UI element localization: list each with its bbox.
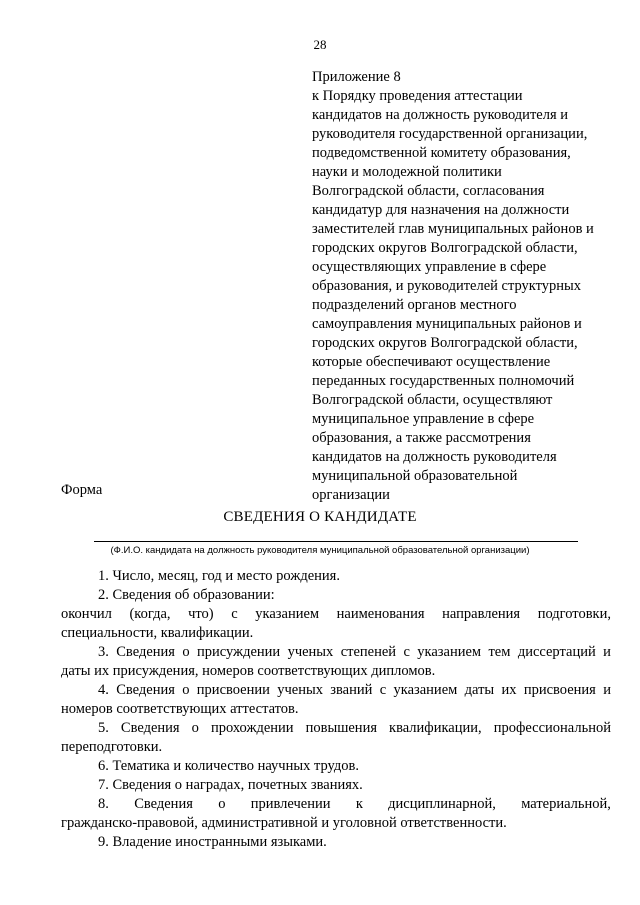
list-item: 2. Сведения об образовании: [98, 587, 275, 603]
appendix-line: кандидатур для назначения на должности [312, 202, 570, 218]
word: 8. [98, 796, 109, 812]
appendix-line: образования, а также рассмотрения [312, 430, 531, 446]
list-item: 9. Владение иностранными языками. [98, 834, 327, 850]
word: указанием [255, 606, 320, 622]
word: присуждении [196, 644, 281, 660]
word: даты [464, 682, 495, 698]
appendix-line: подведомственной комитету образования, [312, 145, 571, 161]
appendix-line: Волгоградской области, согласования [312, 183, 545, 199]
list-item: 1. Число, месяц, год и место рождения. [98, 568, 340, 584]
word: к [355, 796, 363, 812]
word: подготовки, [537, 606, 611, 622]
word: 3. [98, 644, 109, 660]
appendix-line: кандидатов на должность руководителя [312, 449, 557, 465]
appendix-line: руководителя государственной организации, [312, 126, 588, 142]
document-title: СВЕДЕНИЯ О КАНДИДАТЕ [223, 509, 417, 525]
word: Сведения [116, 644, 175, 660]
appendix-line: Приложение 8 [312, 69, 401, 85]
appendix-line: которые обеспечивают осуществление [312, 354, 551, 370]
list-item-continuation: гражданско-правовой, административной и уголовной ответственности. [61, 815, 507, 831]
list-item-justified-line [61, 719, 611, 738]
word: повышения [305, 720, 377, 736]
word: что) [188, 606, 214, 622]
list-item-justified-line [61, 605, 611, 624]
word: ученых [277, 682, 323, 698]
word: их [501, 682, 517, 698]
appendix-line: заместителей глав муниципальных районов и [312, 221, 594, 237]
candidate-name-line [94, 541, 578, 542]
appendix-line: самоуправления муниципальных районов и [312, 316, 582, 332]
word: прохождении [210, 720, 294, 736]
list-item-continuation: переподготовки. [61, 739, 163, 755]
list-item-justified-line [61, 643, 611, 662]
word: с [403, 644, 410, 660]
word: привлечении [250, 796, 331, 812]
page-number: 28 [313, 37, 327, 52]
word: материальной, [521, 796, 611, 812]
list-item-continuation: специальности, квалификации. [61, 625, 254, 641]
word: 5. [98, 720, 109, 736]
appendix-line: переданных государственных полномочий [312, 373, 575, 389]
list-item-continuation: даты их присуждения, номеров соответствующих дипломов. [61, 663, 436, 679]
word: с [379, 682, 387, 698]
word: присвоения [523, 682, 596, 698]
appendix-line: подразделений органов местного [312, 297, 517, 313]
word: о [182, 682, 190, 698]
word: тем [488, 644, 511, 660]
appendix-line: образования, и руководителей структурных [312, 278, 582, 294]
word: указанием [417, 644, 482, 660]
word: дисциплинарной, [388, 796, 496, 812]
appendix-line: городских округов Волгоградской области, [312, 240, 578, 256]
form-label: Форма [61, 482, 103, 498]
word: окончил [61, 606, 112, 622]
word: Сведения [116, 682, 175, 698]
appendix-line: муниципальное управление в сфере [312, 411, 535, 427]
word: 4. [98, 682, 109, 698]
word: о [191, 720, 199, 736]
list-item: 7. Сведения о наградах, почетных званиях. [98, 777, 363, 793]
word: званий [330, 682, 373, 698]
word: Сведения [120, 720, 180, 736]
appendix-line: к Порядку проведения аттестации [312, 88, 523, 104]
appendix-line: осуществляющих управление в сфере [312, 259, 547, 275]
list-item-continuation: номеров соответствующих аттестатов. [61, 701, 299, 717]
word: наименования [336, 606, 425, 622]
word: с [231, 606, 238, 622]
word: ученых [287, 644, 334, 660]
appendix-line: городских округов Волгоградской области, [312, 335, 578, 351]
word: присвоении [196, 682, 270, 698]
appendix-header [312, 68, 612, 505]
word: квалификации, [389, 720, 482, 736]
appendix-line: Волгоградской области, осуществляют [312, 392, 553, 408]
word: о [182, 644, 190, 660]
list-item-justified-line [61, 681, 611, 700]
word: Сведения [134, 796, 193, 812]
word: указанием [393, 682, 458, 698]
word: и [603, 682, 611, 698]
word: и [603, 644, 611, 660]
appendix-line: кандидатов на должность руководителя и [312, 107, 569, 123]
candidate-info-list [61, 567, 611, 852]
appendix-line: науки и молодежной политики [312, 164, 502, 180]
word: степеней [340, 644, 397, 660]
word: профессиональной [493, 720, 611, 736]
candidate-name-caption: (Ф.И.О. кандидата на должность руководителя муниципальной образовательной организации) [110, 545, 530, 556]
word: направления [442, 606, 521, 622]
word: о [218, 796, 226, 812]
appendix-line: муниципальной образовательной [312, 468, 518, 484]
list-item: 6. Тематика и количество научных трудов. [98, 758, 359, 774]
appendix-line: организации [312, 487, 390, 503]
word: диссертаций [517, 644, 596, 660]
list-item-justified-line [61, 795, 611, 814]
word: (когда, [129, 606, 171, 622]
